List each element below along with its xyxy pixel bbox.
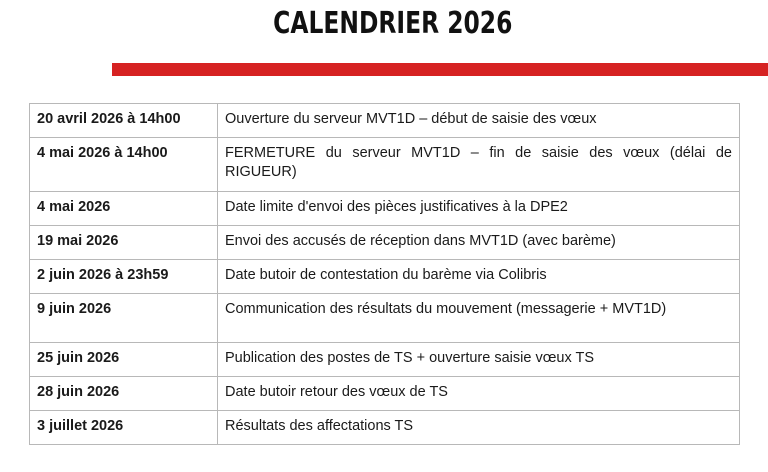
table-row [30,343,740,377]
row-date: 19 mai 2026 [30,226,218,260]
row-description: Envoi des accusés de réception dans MVT1D (avec barème) [218,226,740,260]
row-description: Ouverture du serveur MVT1D – début de saisie des vœux [218,104,740,138]
page-title: CALENDRIER 2026 [273,6,513,41]
row-description: Communication des résultats du mouvement (messagerie + MVT1D) [218,294,740,343]
table-row [30,411,740,445]
red-accent-bar [112,63,768,76]
row-date: 20 avril 2026 à 14h00 [30,104,218,138]
row-description: FERMETURE du serveur MVT1D – fin de saisie des vœux (délai de RIGUEUR) [218,138,740,192]
row-description: Date butoir retour des vœux de TS [218,377,740,411]
row-description: Résultats des affectations TS [218,411,740,445]
row-date: 25 juin 2026 [30,343,218,377]
row-description: Date butoir de contestation du barème via Colibris [218,260,740,294]
table-row [30,226,740,260]
row-date: 4 mai 2026 à 14h00 [30,138,218,192]
row-date: 4 mai 2026 [30,192,218,226]
table-row [30,377,740,411]
table-row [30,192,740,226]
table-row [30,104,740,138]
row-date: 28 juin 2026 [30,377,218,411]
row-date: 3 juillet 2026 [30,411,218,445]
row-description: Date limite d'envoi des pièces justificatives à la DPE2 [218,192,740,226]
row-description: Publication des postes de TS + ouverture saisie vœux TS [218,343,740,377]
table-row [30,260,740,294]
row-date: 9 juin 2026 [30,294,218,343]
table-row [30,138,740,192]
calendar-table [29,103,740,445]
table-row [30,294,740,343]
row-date: 2 juin 2026 à 23h59 [30,260,218,294]
